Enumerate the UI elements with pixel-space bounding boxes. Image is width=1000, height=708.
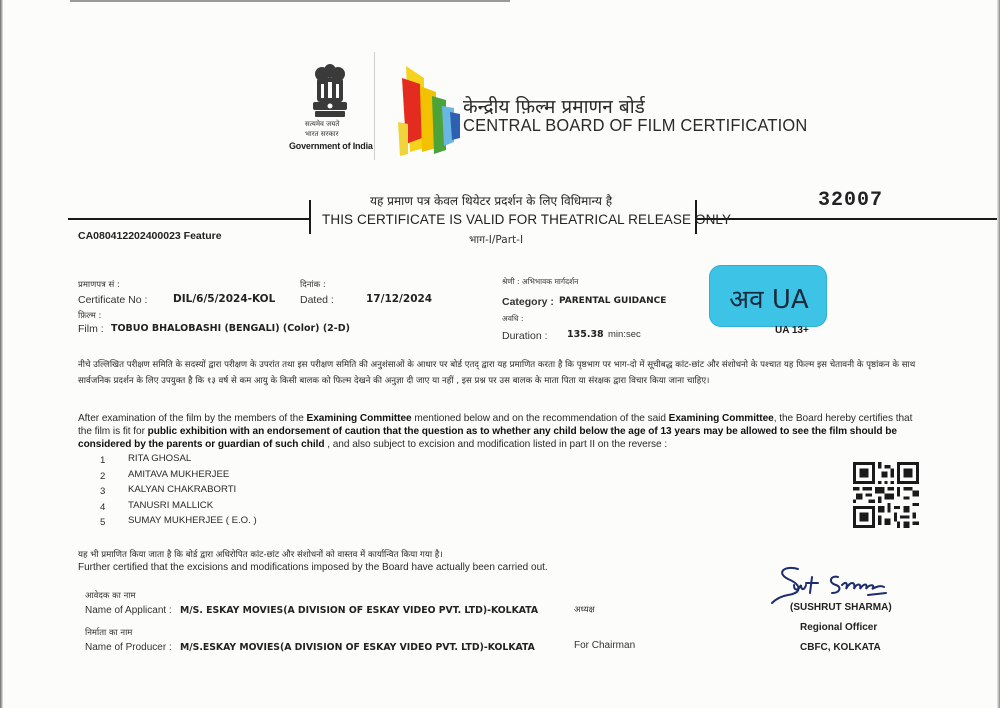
validity-english: THIS CERTIFICATE IS VALID FOR THEATRICAL RELEASE ONLY (322, 212, 732, 227)
para-text: After examination of the film by the members of the (78, 413, 307, 424)
chairman-label: For Chairman (574, 640, 636, 651)
emblem-english-label: Government of India (289, 141, 373, 151)
serial-number: 32007 (818, 189, 884, 212)
para-bold: Examining Committee (668, 413, 774, 424)
rule-left (68, 218, 310, 220)
dated-value: 17/12/2024 (366, 293, 433, 305)
committee-member-list (100, 453, 400, 531)
rating-badge-label: अव UA (729, 285, 809, 315)
dated-label: Dated : (300, 294, 334, 306)
member-number: 4 (100, 501, 106, 513)
member-name: TANUSRI MALLICK (128, 499, 214, 511)
category-value: PARENTAL GUIDANCE (559, 296, 667, 306)
rating-sub-label: UA 13+ (775, 325, 809, 336)
dated-label-hindi: दिनांक : (300, 280, 326, 290)
signatory-title: Regional Officer (800, 622, 878, 633)
member-number: 2 (100, 470, 106, 482)
committee-member (100, 469, 400, 485)
committee-member (100, 500, 400, 516)
board-name-english: CENTRAL BOARD OF FILM CERTIFICATION (463, 115, 808, 135)
film-label-hindi: फ़िल्म : (78, 311, 102, 321)
duration-label-hindi: अवधि : (502, 314, 524, 323)
producer-value: M/S.ESKAY MOVIES(A DIVISION OF ESKAY VIDEO PVT. LTD)-KOLKATA (180, 642, 535, 653)
certificate-code: CA080412202400023 Feature (78, 230, 222, 242)
para-text: , the Board hereby certifies that the film is fit for (78, 413, 913, 437)
scan-edge-top (70, 0, 510, 2)
signatory-office: CBFC, KOLKATA (800, 642, 881, 653)
duration-unit: min:sec (608, 329, 641, 340)
emblem-hindi-label: भारत सरकार (305, 130, 339, 138)
emblem-motto: सत्यमेव जयते (305, 120, 340, 128)
committee-member (100, 453, 400, 469)
chairman-label-hindi: अध्यक्ष (574, 605, 595, 615)
category-label-hindi: श्रेणी : अभिभावक मार्गदर्शन (502, 277, 579, 286)
member-name: RITA GHOSAL (128, 453, 192, 464)
scan-edge-left (0, 0, 3, 708)
applicant-label-hindi: आवेदक का नाम (85, 591, 136, 601)
cert-no-label-hindi: प्रमाणपत्र सं : (78, 280, 120, 290)
cbfc-logo-icon (398, 58, 468, 158)
signatory-name: (SUSHRUT SHARMA) (790, 602, 892, 613)
para-text: , and also subject to excision and modification listed in part II on the reverse : (324, 439, 668, 450)
national-emblem-icon (300, 62, 360, 122)
member-name: AMITAVA MUKHERJEE (128, 468, 230, 480)
part-label: भाग-I/Part-I (469, 234, 524, 246)
producer-label: Name of Producer : (85, 642, 172, 653)
rating-badge (709, 265, 827, 327)
cert-no-label: Certificate No : (78, 294, 148, 306)
para-bold: Examining Committee (306, 413, 412, 424)
applicant-value: M/S. ESKAY MOVIES(A DIVISION OF ESKAY VIDEO PVT. LTD)-KOLKATA (180, 605, 539, 616)
cert-no-value: DIL/6/5/2024-KOL (173, 293, 276, 305)
committee-member (100, 515, 400, 531)
validity-hindi: यह प्रमाण पत्र केवल थियेटर प्रदर्शन के लिए विधिमान्य है (370, 194, 613, 208)
member-name: KALYAN CHAKRABORTI (128, 484, 237, 496)
member-name: SUMAY MUKHERJEE ( E.O. ) (128, 515, 257, 527)
duration-label: Duration : (502, 330, 548, 342)
para-text: mentioned below and on the recommendation of the said (411, 413, 669, 424)
member-number: 1 (100, 455, 106, 466)
board-name-hindi: केन्द्रीय फ़िल्म प्रमाणन बोर्ड (463, 96, 645, 118)
category-label: Category : (502, 296, 554, 308)
film-label: Film : (78, 323, 104, 335)
committee-member (100, 484, 400, 500)
certification-paragraph-hindi: नीचे उल्लिखित परीक्षण समिति के सदस्यों द्वारा परीक्षण के उपरांत तथा इस परीक्षण समिति की अनुशंसाओं के आधार पर बोर्ड एतद् द्वारा यह प्रमाणित करता है कि पृष्ठभाग पर भाग-दो में सूचीबद्ध कांट-छांट और संशोधनो के पश्चात यह फिल्म इस चेतावनी के पृष्ठांकन के साथ सार्वजनिक प्रदर्शन के लिए उपयुक्त है कि १३ वर्ष से कम आयु के किसी बालक को फिल्म देखने की अनुज्ञा दी जाए या नहीं , इस प्रश्न पर उस बालक के माता पिता या संरक्षक द्वारा विचार किया जाना चाहिए। (78, 360, 916, 386)
film-title: TOBUO BHALOBASHI (BENGALI) (Color) (2-D) (111, 323, 350, 334)
header-divider (374, 52, 375, 160)
para-bold: public exhibition with an endorsement of caution that the question as to whether any child below the age of 13 years may be allowed to see the film should be considered by the parents or guardian of such child (78, 426, 897, 450)
producer-label-hindi: निर्माता का नाम (85, 628, 133, 638)
certification-paragraph-english (78, 412, 920, 451)
qr-code-icon[interactable] (853, 462, 919, 528)
member-number: 5 (100, 517, 106, 529)
applicant-label: Name of Applicant : (85, 605, 172, 616)
further-certified-english: Further certified that the excisions and modifications imposed by the Board have actually been carried out. (78, 562, 548, 573)
further-certified-hindi: यह भी प्रमाणित किया जाता है कि बोर्ड द्वारा अधिरोपित कांट-छांट और संशोधनों को वास्तव में कार्यान्वित किया गया है। (78, 550, 443, 560)
rule-tick-left (309, 200, 311, 234)
rule-right (697, 218, 997, 220)
member-number: 3 (100, 486, 106, 498)
duration-value: 135.38 (567, 329, 604, 340)
